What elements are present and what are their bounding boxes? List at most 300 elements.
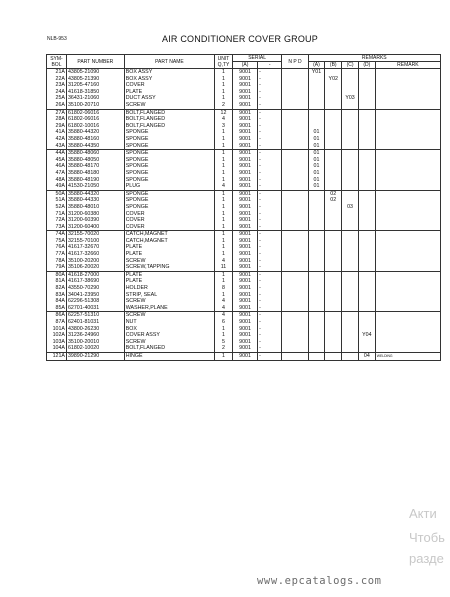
table-row	[47, 150, 441, 157]
cell-npd	[282, 224, 308, 231]
cell-remark-c	[342, 339, 359, 346]
cell-qty: 1	[215, 170, 233, 177]
table-row	[47, 352, 441, 360]
table-row	[47, 204, 441, 211]
col-remarks-d: (D)	[358, 62, 375, 69]
cell-npd	[282, 89, 308, 96]
cell-part-number: 31200-60400	[66, 224, 124, 231]
cell-part-name: COVER	[124, 210, 214, 217]
cell-part-number: 34041-23950	[66, 292, 124, 299]
cell-serial-a: 9001	[232, 183, 257, 190]
cell-remark-a	[308, 251, 325, 258]
cell-remark-b	[325, 352, 342, 360]
cell-serial-dash: -	[258, 89, 282, 96]
cell-remark-c	[342, 231, 359, 238]
cell-remark-c	[342, 177, 359, 184]
cell-part-name: COVER	[124, 224, 214, 231]
cell-serial-dash: -	[258, 244, 282, 251]
cell-serial-dash: -	[258, 312, 282, 319]
cell-remark-c	[342, 345, 359, 352]
cell-remark	[375, 264, 440, 271]
cell-remark	[375, 319, 440, 326]
cell-serial-a: 9001	[232, 278, 257, 285]
cell-remark-d	[358, 244, 375, 251]
table-row	[47, 76, 441, 83]
col-part-name: PART NAME	[124, 55, 214, 69]
cell-remark-d	[358, 170, 375, 177]
cell-remark-c	[342, 157, 359, 164]
cell-part-name: BOLT,FLANGED	[124, 116, 214, 123]
cell-part-number: 62257-51310	[66, 312, 124, 319]
cell-serial-dash: -	[258, 285, 282, 292]
cell-sym: 47A	[47, 170, 67, 177]
cell-npd	[282, 238, 308, 245]
cell-remark-d	[358, 116, 375, 123]
cell-remark-d: 04	[358, 352, 375, 360]
cell-remark-b	[325, 271, 342, 278]
table-row	[47, 190, 441, 197]
cell-serial-a: 9001	[232, 231, 257, 238]
cell-part-name: BOLT,FLANGED	[124, 123, 214, 130]
cell-part-name: BOLT,FLANGED	[124, 109, 214, 116]
cell-qty: 1	[215, 210, 233, 217]
cell-remark-d	[358, 326, 375, 333]
table-row	[47, 217, 441, 224]
cell-serial-a: 9001	[232, 170, 257, 177]
cell-part-name: PLATE	[124, 251, 214, 258]
cell-remark-c	[342, 163, 359, 170]
cell-npd	[282, 345, 308, 352]
cell-sym: 84A	[47, 298, 67, 305]
cell-remark-d	[358, 177, 375, 184]
parts-table	[46, 54, 441, 361]
cell-part-name: SCREW	[124, 258, 214, 265]
cell-qty: 4	[215, 258, 233, 265]
cell-remark-b	[325, 157, 342, 164]
cell-sym: 28A	[47, 116, 67, 123]
cell-remark-d	[358, 163, 375, 170]
cell-remark-b	[325, 264, 342, 271]
cell-sym: 44A	[47, 150, 67, 157]
cell-remark-a: 01	[308, 157, 325, 164]
cell-remark-b	[325, 231, 342, 238]
cell-part-number: 31200-60380	[66, 210, 124, 217]
table-row	[47, 177, 441, 184]
watermark-line-2: Чтобь	[409, 530, 445, 545]
cell-serial-dash: -	[258, 143, 282, 150]
cell-qty: 1	[215, 292, 233, 299]
cell-part-name: BOLT,FLANGED	[124, 345, 214, 352]
cell-serial-dash: -	[258, 271, 282, 278]
cell-qty: 1	[215, 251, 233, 258]
cell-remark-a	[308, 258, 325, 265]
cell-sym: 42A	[47, 136, 67, 143]
cell-part-number: 41618-27000	[66, 271, 124, 278]
cell-remark-d	[358, 305, 375, 312]
cell-remark-d	[358, 157, 375, 164]
cell-npd	[282, 69, 308, 76]
table-row	[47, 89, 441, 96]
cell-serial-a: 9001	[232, 136, 257, 143]
cell-remark-c	[342, 116, 359, 123]
cell-npd	[282, 264, 308, 271]
cell-remark-c	[342, 143, 359, 150]
cell-serial-dash: -	[258, 102, 282, 109]
cell-remark-a	[308, 326, 325, 333]
cell-serial-dash: -	[258, 129, 282, 136]
cell-qty: 1	[215, 231, 233, 238]
table-row	[47, 278, 441, 285]
cell-remark-c	[342, 76, 359, 83]
table-row	[47, 264, 441, 271]
cell-remark-d	[358, 217, 375, 224]
cell-part-number: 41618-31850	[66, 89, 124, 96]
cell-serial-a: 9001	[232, 157, 257, 164]
cell-sym: 43A	[47, 143, 67, 150]
cell-part-number: 35880-44320	[66, 190, 124, 197]
col-remarks-a: (A)	[308, 62, 325, 69]
cell-remark-b: 02	[325, 197, 342, 204]
cell-remark-a	[308, 82, 325, 89]
cell-remark	[375, 298, 440, 305]
cell-remark-b	[325, 69, 342, 76]
cell-remark-b	[325, 224, 342, 231]
cell-serial-a: 9001	[232, 238, 257, 245]
cell-part-number: 35880-48050	[66, 157, 124, 164]
cell-remark-b	[325, 177, 342, 184]
col-sym: SYM- BOL	[47, 55, 67, 69]
table-row	[47, 123, 441, 130]
cell-serial-dash: -	[258, 326, 282, 333]
watermark-line-3: разде	[409, 551, 444, 566]
cell-remark-a	[308, 116, 325, 123]
cell-sym: 101A	[47, 326, 67, 333]
cell-part-number: 62701-40031	[66, 305, 124, 312]
cell-sym: 87A	[47, 319, 67, 326]
cell-remark	[375, 312, 440, 319]
cell-serial-a: 9001	[232, 224, 257, 231]
cell-qty: 1	[215, 190, 233, 197]
cell-part-number: 39890-21290	[66, 352, 124, 360]
cell-remark-d	[358, 271, 375, 278]
cell-part-name: SPONGE	[124, 150, 214, 157]
cell-serial-a: 9001	[232, 312, 257, 319]
cell-sym: 73A	[47, 224, 67, 231]
cell-serial-a: 9001	[232, 190, 257, 197]
cell-remark	[375, 204, 440, 211]
cell-part-name: SPONGE	[124, 143, 214, 150]
cell-serial-dash: -	[258, 82, 282, 89]
cell-remark-d	[358, 129, 375, 136]
cell-qty: 1	[215, 224, 233, 231]
cell-serial-a: 9001	[232, 177, 257, 184]
cell-serial-a: 9001	[232, 143, 257, 150]
table-row	[47, 271, 441, 278]
cell-serial-a: 9001	[232, 217, 257, 224]
cell-part-number: 35880-48160	[66, 136, 124, 143]
cell-part-number: 41617-32660	[66, 251, 124, 258]
cell-remark-a	[308, 285, 325, 292]
cell-remark-b	[325, 244, 342, 251]
cell-remark-c	[342, 251, 359, 258]
cell-sym: 86A	[47, 312, 67, 319]
cell-remark-d	[358, 102, 375, 109]
cell-part-number: 35100-20710	[66, 102, 124, 109]
cell-remark-a	[308, 345, 325, 352]
cell-part-number: 61802-06016	[66, 116, 124, 123]
cell-remark-b	[325, 278, 342, 285]
cell-sym: 74A	[47, 231, 67, 238]
cell-remark-c	[342, 197, 359, 204]
cell-remark	[375, 251, 440, 258]
table-row	[47, 163, 441, 170]
cell-part-number: 35880-44320	[66, 129, 124, 136]
cell-part-number: 32155-70020	[66, 231, 124, 238]
cell-serial-a: 9001	[232, 271, 257, 278]
cell-serial-dash: -	[258, 292, 282, 299]
cell-sym: 23A	[47, 82, 67, 89]
table-row	[47, 116, 441, 123]
cell-remark-a: 01	[308, 129, 325, 136]
cell-remark	[375, 305, 440, 312]
cell-sym: 103A	[47, 339, 67, 346]
cell-part-number: 43550-70290	[66, 285, 124, 292]
cell-remark	[375, 339, 440, 346]
cell-remark-a	[308, 244, 325, 251]
cell-remark-b	[325, 298, 342, 305]
cell-qty: 1	[215, 95, 233, 102]
cell-remark-b	[325, 217, 342, 224]
watermark-site: www.epcatalogs.com	[257, 575, 382, 587]
cell-npd	[282, 231, 308, 238]
table-row	[47, 238, 441, 245]
cell-qty: 1	[215, 157, 233, 164]
cell-remark-d	[358, 231, 375, 238]
cell-serial-dash: -	[258, 339, 282, 346]
cell-part-name: BOX ASSY	[124, 76, 214, 83]
watermark-line-1: Акти	[409, 506, 437, 521]
cell-remark-a	[308, 89, 325, 96]
cell-part-number: 31200-60390	[66, 217, 124, 224]
cell-serial-a: 9001	[232, 305, 257, 312]
cell-remark-a	[308, 332, 325, 339]
cell-remark-c	[342, 264, 359, 271]
cell-remark-b	[325, 339, 342, 346]
cell-serial-a: 9001	[232, 197, 257, 204]
cell-remark-c	[342, 190, 359, 197]
cell-remark-b	[325, 238, 342, 245]
cell-serial-dash: -	[258, 170, 282, 177]
cell-remark-d	[358, 76, 375, 83]
cell-part-number: 43805-21090	[66, 69, 124, 76]
cell-remark-a	[308, 319, 325, 326]
cell-qty: 11	[215, 264, 233, 271]
cell-part-name: SCREW	[124, 102, 214, 109]
table-row	[47, 292, 441, 299]
cell-serial-dash: -	[258, 183, 282, 190]
cell-remark-c	[342, 89, 359, 96]
cell-remark-b: Y02	[325, 76, 342, 83]
page-title: AIR CONDITIONER COVER GROUP	[162, 34, 318, 44]
col-npd: N P D	[282, 55, 308, 69]
cell-remark-c	[342, 109, 359, 116]
cell-remark-c	[342, 305, 359, 312]
cell-qty: 4	[215, 312, 233, 319]
cell-remark	[375, 345, 440, 352]
cell-serial-a: 9001	[232, 244, 257, 251]
cell-part-number: 41617-38690	[66, 278, 124, 285]
cell-part-name: SPONGE	[124, 190, 214, 197]
table-row	[47, 183, 441, 190]
cell-remark-c	[342, 332, 359, 339]
table-row	[47, 95, 441, 102]
cell-serial-a: 9001	[232, 109, 257, 116]
cell-qty: 12	[215, 109, 233, 116]
cell-qty: 1	[215, 271, 233, 278]
cell-qty: 3	[215, 123, 233, 130]
cell-serial-dash: -	[258, 210, 282, 217]
cell-serial-dash: -	[258, 352, 282, 360]
cell-serial-a: 9001	[232, 292, 257, 299]
cell-remark-d	[358, 298, 375, 305]
cell-serial-dash: -	[258, 278, 282, 285]
cell-serial-a: 9001	[232, 69, 257, 76]
cell-remark-c: Y03	[342, 95, 359, 102]
cell-remark-b	[325, 326, 342, 333]
table-row	[47, 319, 441, 326]
document-code: NLB-953	[47, 36, 67, 42]
cell-sym: 81A	[47, 278, 67, 285]
cell-remark-a	[308, 76, 325, 83]
cell-npd	[282, 76, 308, 83]
cell-part-name: DUCT ASSY	[124, 95, 214, 102]
cell-remark	[375, 95, 440, 102]
cell-serial-dash: -	[258, 204, 282, 211]
cell-npd	[282, 157, 308, 164]
cell-serial-a: 9001	[232, 116, 257, 123]
cell-remark	[375, 157, 440, 164]
col-part-number: PART NUMBER	[66, 55, 124, 69]
table-row	[47, 332, 441, 339]
cell-remark-c	[342, 183, 359, 190]
cell-npd	[282, 123, 308, 130]
cell-qty: 1	[215, 89, 233, 96]
cell-serial-dash: -	[258, 217, 282, 224]
cell-part-name: SPONGE	[124, 177, 214, 184]
cell-remark-d	[358, 95, 375, 102]
cell-remark-b	[325, 319, 342, 326]
cell-remark	[375, 326, 440, 333]
cell-remark	[375, 258, 440, 265]
cell-remark-d	[358, 143, 375, 150]
cell-serial-a: 9001	[232, 319, 257, 326]
cell-qty: 1	[215, 352, 233, 360]
cell-remark-b	[325, 292, 342, 299]
cell-part-number: 32155-70100	[66, 238, 124, 245]
table-row	[47, 312, 441, 319]
cell-serial-a: 9001	[232, 163, 257, 170]
cell-qty: 1	[215, 136, 233, 143]
cell-remark-b	[325, 285, 342, 292]
cell-remark-a	[308, 292, 325, 299]
table-row	[47, 170, 441, 177]
cell-remark-d	[358, 109, 375, 116]
cell-remark-a	[308, 271, 325, 278]
cell-remark-a	[308, 305, 325, 312]
cell-remark-d	[358, 123, 375, 130]
cell-part-name: SPONGE	[124, 170, 214, 177]
cell-sym: 82A	[47, 285, 67, 292]
cell-qty: 4	[215, 305, 233, 312]
cell-npd	[282, 204, 308, 211]
cell-remark-a: 01	[308, 177, 325, 184]
cell-remark-a	[308, 95, 325, 102]
cell-part-number: 35880-48060	[66, 150, 124, 157]
cell-sym: 41A	[47, 129, 67, 136]
cell-serial-dash: -	[258, 150, 282, 157]
cell-part-name: COVER	[124, 82, 214, 89]
col-remarks-c: (C)	[342, 62, 359, 69]
cell-remark-b	[325, 102, 342, 109]
cell-sym: 29A	[47, 123, 67, 130]
cell-npd	[282, 183, 308, 190]
cell-serial-dash: -	[258, 197, 282, 204]
cell-remark-b	[325, 143, 342, 150]
cell-remark-b	[325, 150, 342, 157]
cell-remark	[375, 129, 440, 136]
cell-remark-d	[358, 312, 375, 319]
cell-part-number: 31205-47160	[66, 82, 124, 89]
cell-serial-dash: -	[258, 190, 282, 197]
cell-part-name: COVER	[124, 217, 214, 224]
cell-part-number: 61802-10016	[66, 123, 124, 130]
cell-remark	[375, 332, 440, 339]
cell-part-number: 41617-32670	[66, 244, 124, 251]
table-row	[47, 326, 441, 333]
table-row	[47, 298, 441, 305]
cell-serial-dash: -	[258, 123, 282, 130]
cell-remark-c	[342, 217, 359, 224]
cell-npd	[282, 82, 308, 89]
table-row	[47, 69, 441, 76]
cell-sym: 104A	[47, 345, 67, 352]
cell-qty: 1	[215, 163, 233, 170]
cell-part-number: 62296-51308	[66, 298, 124, 305]
cell-remark	[375, 69, 440, 76]
cell-qty: 4	[215, 298, 233, 305]
cell-remark-d	[358, 238, 375, 245]
cell-npd	[282, 326, 308, 333]
cell-part-name: SPONGE	[124, 163, 214, 170]
cell-remark-d	[358, 190, 375, 197]
cell-part-name: COVER ASSY	[124, 332, 214, 339]
cell-npd	[282, 271, 308, 278]
cell-serial-dash: -	[258, 332, 282, 339]
cell-npd	[282, 332, 308, 339]
cell-qty: 1	[215, 129, 233, 136]
cell-remark	[375, 89, 440, 96]
cell-remark	[375, 292, 440, 299]
cell-serial-a: 9001	[232, 89, 257, 96]
cell-remark-c	[342, 298, 359, 305]
table-row	[47, 305, 441, 312]
cell-remark-a	[308, 102, 325, 109]
cell-remark-d: Y04	[358, 332, 375, 339]
cell-part-number: 61802-10020	[66, 345, 124, 352]
cell-qty: 1	[215, 69, 233, 76]
cell-serial-a: 9001	[232, 210, 257, 217]
cell-remark	[375, 170, 440, 177]
